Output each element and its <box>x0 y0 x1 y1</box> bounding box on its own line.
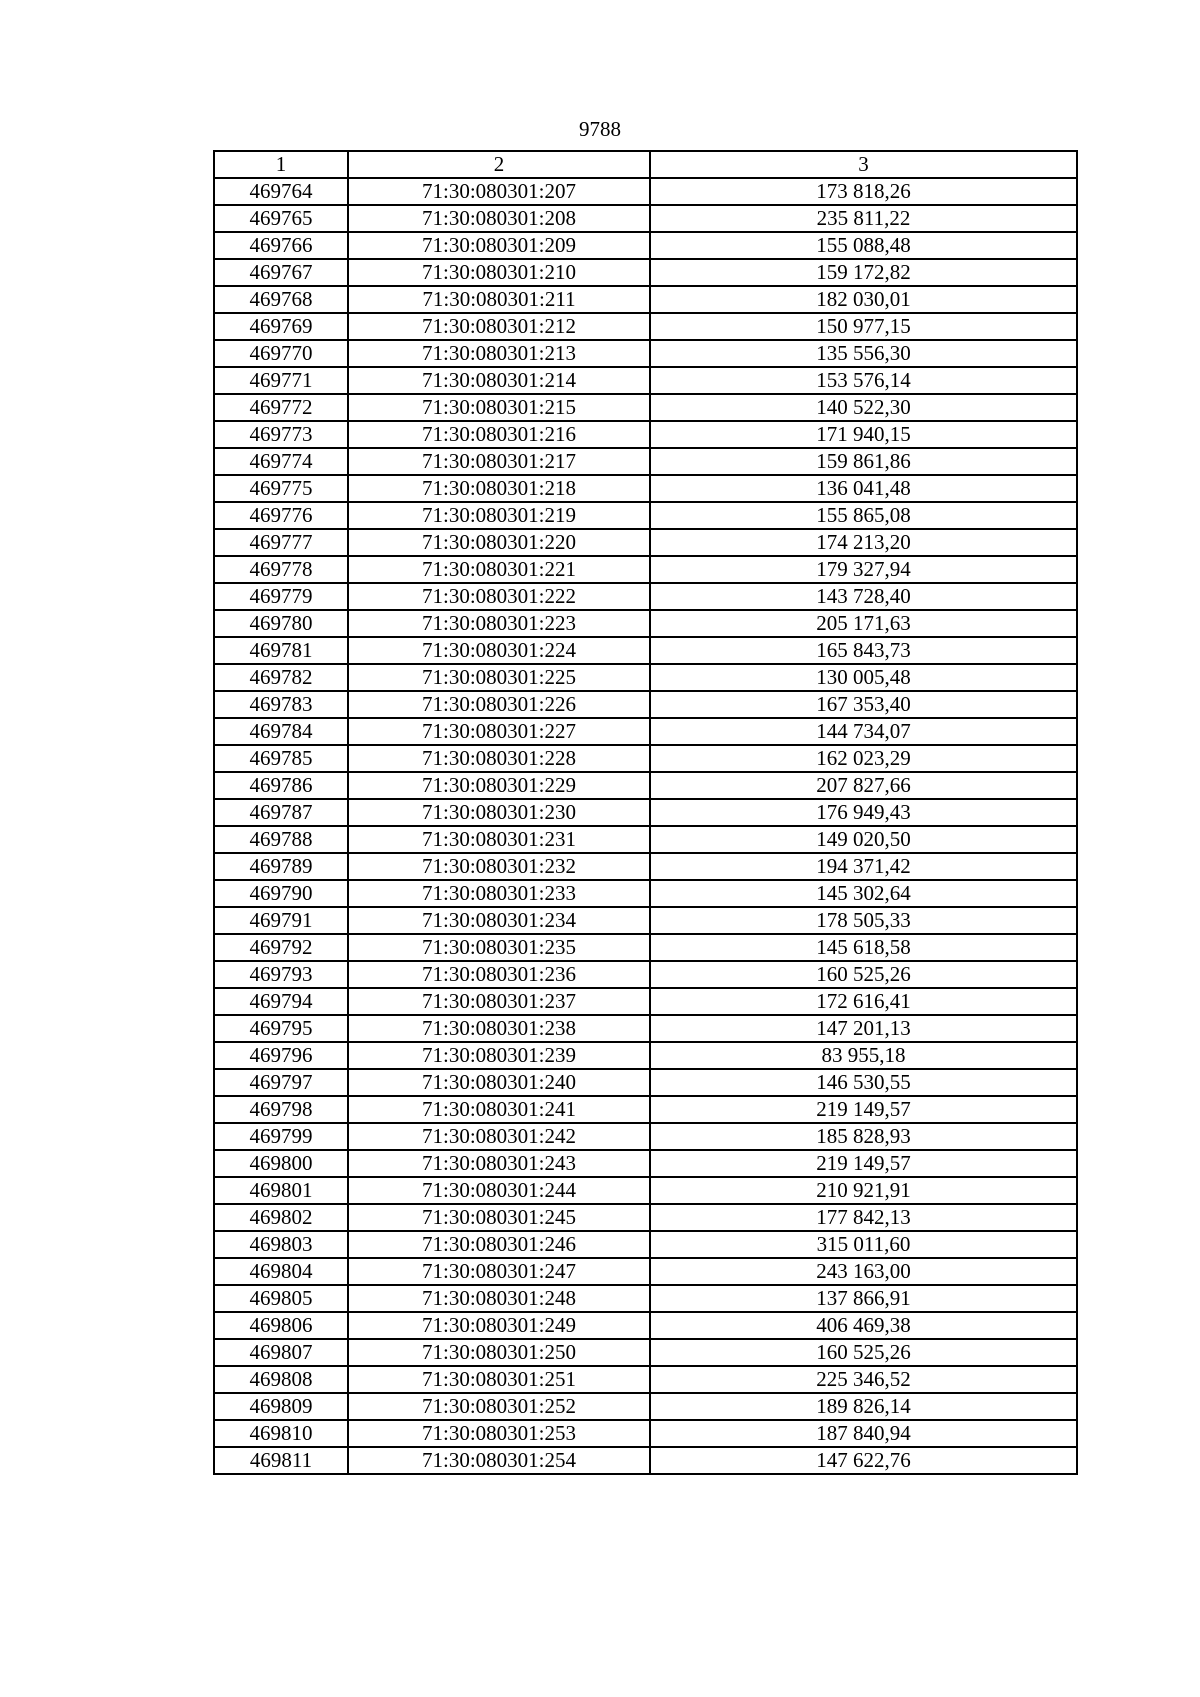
table-row <box>214 1447 1077 1474</box>
row-number-cell: 469800 <box>214 1150 348 1177</box>
table-row <box>214 826 1077 853</box>
row-number-cell: 469805 <box>214 1285 348 1312</box>
table-row <box>214 1312 1077 1339</box>
cadastral-value-cell: 160 525,26 <box>650 961 1077 988</box>
cadastral-value-cell: 207 827,66 <box>650 772 1077 799</box>
cadastral-value-cell: 144 734,07 <box>650 718 1077 745</box>
page-number: 9788 <box>579 117 621 141</box>
table-row <box>214 475 1077 502</box>
row-number-cell: 469774 <box>214 448 348 475</box>
cadastral-number-cell: 71:30:080301:250 <box>348 1339 650 1366</box>
cadastral-value-cell: 145 618,58 <box>650 934 1077 961</box>
cadastral-value-cell: 187 840,94 <box>650 1420 1077 1447</box>
table-row <box>214 691 1077 718</box>
cadastral-value-cell: 235 811,22 <box>650 205 1077 232</box>
table-row <box>214 772 1077 799</box>
cadastral-value-cell: 143 728,40 <box>650 583 1077 610</box>
row-number-cell: 469780 <box>214 610 348 637</box>
cadastral-value-cell: 176 949,43 <box>650 799 1077 826</box>
cadastral-number-cell: 71:30:080301:208 <box>348 205 650 232</box>
row-number-cell: 469775 <box>214 475 348 502</box>
cadastral-number-cell: 71:30:080301:227 <box>348 718 650 745</box>
cadastral-value-cell: 315 011,60 <box>650 1231 1077 1258</box>
cadastral-number-cell: 71:30:080301:209 <box>348 232 650 259</box>
cadastral-value-cell: 136 041,48 <box>650 475 1077 502</box>
cadastral-number-cell: 71:30:080301:249 <box>348 1312 650 1339</box>
cadastral-number-cell: 71:30:080301:211 <box>348 286 650 313</box>
row-number-cell: 469790 <box>214 880 348 907</box>
row-number-cell: 469808 <box>214 1366 348 1393</box>
cadastral-number-cell: 71:30:080301:224 <box>348 637 650 664</box>
cadastral-number-cell: 71:30:080301:228 <box>348 745 650 772</box>
cadastral-number-cell: 71:30:080301:246 <box>348 1231 650 1258</box>
table-row <box>214 1096 1077 1123</box>
cadastral-value-cell: 153 576,14 <box>650 367 1077 394</box>
cadastral-number-cell: 71:30:080301:237 <box>348 988 650 1015</box>
table-row <box>214 745 1077 772</box>
table-row <box>214 232 1077 259</box>
row-number-cell: 469804 <box>214 1258 348 1285</box>
table-row <box>214 1339 1077 1366</box>
cadastral-number-cell: 71:30:080301:225 <box>348 664 650 691</box>
row-number-cell: 469791 <box>214 907 348 934</box>
table-row <box>214 1204 1077 1231</box>
cadastral-value-cell: 205 171,63 <box>650 610 1077 637</box>
row-number-cell: 469776 <box>214 502 348 529</box>
cadastral-value-cell: 147 622,76 <box>650 1447 1077 1474</box>
cadastral-number-cell: 71:30:080301:240 <box>348 1069 650 1096</box>
cadastral-value-cell: 171 940,15 <box>650 421 1077 448</box>
cadastral-value-cell: 179 327,94 <box>650 556 1077 583</box>
cadastral-value-cell: 219 149,57 <box>650 1096 1077 1123</box>
cadastral-value-cell: 160 525,26 <box>650 1339 1077 1366</box>
table-row <box>214 340 1077 367</box>
row-number-cell: 469783 <box>214 691 348 718</box>
table-row <box>214 1258 1077 1285</box>
cadastral-value-cell: 177 842,13 <box>650 1204 1077 1231</box>
cadastral-value-cell: 155 088,48 <box>650 232 1077 259</box>
cadastral-number-cell: 71:30:080301:254 <box>348 1447 650 1474</box>
table-row <box>214 583 1077 610</box>
cadastral-number-cell: 71:30:080301:244 <box>348 1177 650 1204</box>
row-number-cell: 469803 <box>214 1231 348 1258</box>
cadastral-value-cell: 140 522,30 <box>650 394 1077 421</box>
cadastral-value-cell: 159 172,82 <box>650 259 1077 286</box>
cadastral-value-cell: 165 843,73 <box>650 637 1077 664</box>
cadastral-value-cell: 135 556,30 <box>650 340 1077 367</box>
row-number-cell: 469798 <box>214 1096 348 1123</box>
cadastral-value-cell: 185 828,93 <box>650 1123 1077 1150</box>
table-row <box>214 853 1077 880</box>
row-number-cell: 469802 <box>214 1204 348 1231</box>
row-number-cell: 469786 <box>214 772 348 799</box>
table-row <box>214 1231 1077 1258</box>
cadastral-number-cell: 71:30:080301:231 <box>348 826 650 853</box>
table-row <box>214 313 1077 340</box>
cadastral-value-cell: 137 866,91 <box>650 1285 1077 1312</box>
cadastral-value-cell: 83 955,18 <box>650 1042 1077 1069</box>
cadastral-value-cell: 219 149,57 <box>650 1150 1077 1177</box>
cadastral-number-cell: 71:30:080301:223 <box>348 610 650 637</box>
cadastral-number-cell: 71:30:080301:214 <box>348 367 650 394</box>
cadastral-value-cell: 146 530,55 <box>650 1069 1077 1096</box>
table-row <box>214 1177 1077 1204</box>
row-number-cell: 469770 <box>214 340 348 367</box>
table-header-row <box>214 151 1077 178</box>
table-row <box>214 205 1077 232</box>
row-number-cell: 469782 <box>214 664 348 691</box>
cadastral-value-cell: 155 865,08 <box>650 502 1077 529</box>
cadastral-value-cell: 162 023,29 <box>650 745 1077 772</box>
cadastral-value-cell: 174 213,20 <box>650 529 1077 556</box>
row-number-cell: 469795 <box>214 1015 348 1042</box>
row-number-cell: 469765 <box>214 205 348 232</box>
column-header-2: 2 <box>348 151 650 178</box>
cadastral-value-cell: 172 616,41 <box>650 988 1077 1015</box>
cadastral-number-cell: 71:30:080301:210 <box>348 259 650 286</box>
cadastral-number-cell: 71:30:080301:219 <box>348 502 650 529</box>
table-row <box>214 1285 1077 1312</box>
table-row <box>214 178 1077 205</box>
table-row <box>214 1393 1077 1420</box>
cadastral-value-cell: 147 201,13 <box>650 1015 1077 1042</box>
cadastral-number-cell: 71:30:080301:232 <box>348 853 650 880</box>
row-number-cell: 469767 <box>214 259 348 286</box>
row-number-cell: 469793 <box>214 961 348 988</box>
cadastral-number-cell: 71:30:080301:233 <box>348 880 650 907</box>
row-number-cell: 469809 <box>214 1393 348 1420</box>
cadastral-number-cell: 71:30:080301:239 <box>348 1042 650 1069</box>
cadastral-number-cell: 71:30:080301:238 <box>348 1015 650 1042</box>
table-row <box>214 421 1077 448</box>
table-body <box>214 178 1077 1474</box>
cadastral-number-cell: 71:30:080301:241 <box>348 1096 650 1123</box>
row-number-cell: 469766 <box>214 232 348 259</box>
table-row <box>214 367 1077 394</box>
cadastral-number-cell: 71:30:080301:242 <box>348 1123 650 1150</box>
cadastral-number-cell: 71:30:080301:226 <box>348 691 650 718</box>
cadastral-value-cell: 150 977,15 <box>650 313 1077 340</box>
row-number-cell: 469778 <box>214 556 348 583</box>
table-row <box>214 718 1077 745</box>
row-number-cell: 469787 <box>214 799 348 826</box>
row-number-cell: 469801 <box>214 1177 348 1204</box>
cadastral-value-cell: 243 163,00 <box>650 1258 1077 1285</box>
cadastral-number-cell: 71:30:080301:215 <box>348 394 650 421</box>
cadastral-value-cell: 210 921,91 <box>650 1177 1077 1204</box>
table-row <box>214 1123 1077 1150</box>
cadastral-value-cell: 194 371,42 <box>650 853 1077 880</box>
cadastral-number-cell: 71:30:080301:213 <box>348 340 650 367</box>
table-row <box>214 286 1077 313</box>
row-number-cell: 469772 <box>214 394 348 421</box>
cadastral-value-cell: 159 861,86 <box>650 448 1077 475</box>
table-row <box>214 1015 1077 1042</box>
row-number-cell: 469764 <box>214 178 348 205</box>
row-number-cell: 469777 <box>214 529 348 556</box>
cadastral-number-cell: 71:30:080301:248 <box>348 1285 650 1312</box>
row-number-cell: 469785 <box>214 745 348 772</box>
cadastral-value-cell: 149 020,50 <box>650 826 1077 853</box>
row-number-cell: 469773 <box>214 421 348 448</box>
table-row <box>214 502 1077 529</box>
row-number-cell: 469807 <box>214 1339 348 1366</box>
table-row <box>214 1042 1077 1069</box>
table-row <box>214 1420 1077 1447</box>
cadastral-number-cell: 71:30:080301:236 <box>348 961 650 988</box>
table-row <box>214 448 1077 475</box>
row-number-cell: 469779 <box>214 583 348 610</box>
table-row <box>214 1069 1077 1096</box>
table-row <box>214 799 1077 826</box>
row-number-cell: 469789 <box>214 853 348 880</box>
cadastral-value-cell: 173 818,26 <box>650 178 1077 205</box>
row-number-cell: 469788 <box>214 826 348 853</box>
cadastral-number-cell: 71:30:080301:235 <box>348 934 650 961</box>
table-row <box>214 394 1077 421</box>
cadastral-number-cell: 71:30:080301:218 <box>348 475 650 502</box>
cadastral-number-cell: 71:30:080301:234 <box>348 907 650 934</box>
column-header-3: 3 <box>650 151 1077 178</box>
cadastral-number-cell: 71:30:080301:222 <box>348 583 650 610</box>
row-number-cell: 469771 <box>214 367 348 394</box>
cadastral-value-cell: 178 505,33 <box>650 907 1077 934</box>
cadastral-number-cell: 71:30:080301:212 <box>348 313 650 340</box>
row-number-cell: 469792 <box>214 934 348 961</box>
cadastral-number-cell: 71:30:080301:217 <box>348 448 650 475</box>
cadastral-value-cell: 189 826,14 <box>650 1393 1077 1420</box>
table-row <box>214 961 1077 988</box>
cadastral-number-cell: 71:30:080301:247 <box>348 1258 650 1285</box>
row-number-cell: 469784 <box>214 718 348 745</box>
table-row <box>214 934 1077 961</box>
cadastral-value-cell: 167 353,40 <box>650 691 1077 718</box>
table-row <box>214 1366 1077 1393</box>
cadastral-number-cell: 71:30:080301:252 <box>348 1393 650 1420</box>
table-row <box>214 988 1077 1015</box>
cadastral-value-cell: 225 346,52 <box>650 1366 1077 1393</box>
cadastral-number-cell: 71:30:080301:243 <box>348 1150 650 1177</box>
row-number-cell: 469799 <box>214 1123 348 1150</box>
table-row <box>214 529 1077 556</box>
row-number-cell: 469794 <box>214 988 348 1015</box>
row-number-cell: 469797 <box>214 1069 348 1096</box>
cadastral-number-cell: 71:30:080301:221 <box>348 556 650 583</box>
table-row <box>214 610 1077 637</box>
table-row <box>214 259 1077 286</box>
cadastral-number-cell: 71:30:080301:207 <box>348 178 650 205</box>
row-number-cell: 469810 <box>214 1420 348 1447</box>
row-number-cell: 469781 <box>214 637 348 664</box>
cadastral-number-cell: 71:30:080301:220 <box>348 529 650 556</box>
row-number-cell: 469796 <box>214 1042 348 1069</box>
row-number-cell: 469768 <box>214 286 348 313</box>
table-row <box>214 556 1077 583</box>
table-row <box>214 907 1077 934</box>
cadastral-value-cell: 406 469,38 <box>650 1312 1077 1339</box>
cadastral-number-cell: 71:30:080301:229 <box>348 772 650 799</box>
cadastral-number-cell: 71:30:080301:230 <box>348 799 650 826</box>
row-number-cell: 469769 <box>214 313 348 340</box>
table-row <box>214 1150 1077 1177</box>
table-row <box>214 664 1077 691</box>
table-row <box>214 637 1077 664</box>
cadastral-value-cell: 130 005,48 <box>650 664 1077 691</box>
cadastral-value-cell: 145 302,64 <box>650 880 1077 907</box>
cadastral-number-cell: 71:30:080301:245 <box>348 1204 650 1231</box>
cadastral-number-cell: 71:30:080301:216 <box>348 421 650 448</box>
cadastral-value-cell: 182 030,01 <box>650 286 1077 313</box>
row-number-cell: 469811 <box>214 1447 348 1474</box>
row-number-cell: 469806 <box>214 1312 348 1339</box>
table-row <box>214 880 1077 907</box>
cadastral-value-table <box>213 150 1078 1475</box>
column-header-1: 1 <box>214 151 348 178</box>
cadastral-number-cell: 71:30:080301:253 <box>348 1420 650 1447</box>
cadastral-number-cell: 71:30:080301:251 <box>348 1366 650 1393</box>
